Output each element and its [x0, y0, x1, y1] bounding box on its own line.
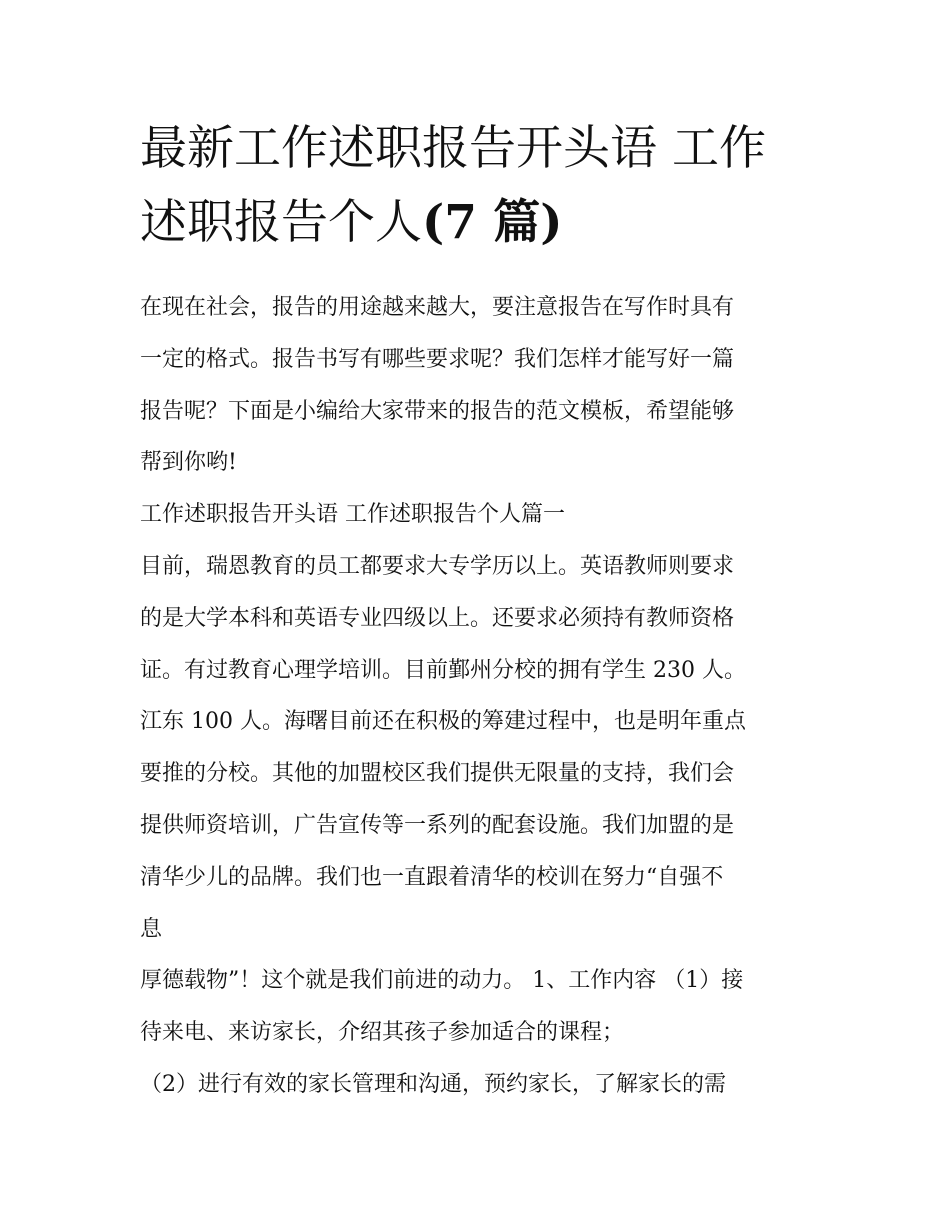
body-line: 目前，瑞恩教育的员工都要求大专学历以上。英语教师则要求 [140, 553, 735, 579]
body-line: 报告呢？下面是小编给大家带来的报告的范文模板，希望能够 [140, 398, 735, 424]
title-line-2-count: (7 篇) [422, 195, 563, 250]
title-line-2 [140, 186, 830, 260]
section-heading: 工作述职报告开头语 工作述职报告个人篇一 [140, 502, 565, 528]
document-title [140, 112, 830, 260]
document-body [140, 282, 830, 1111]
title-line-1: 最新工作述职报告开头语 工作 [140, 121, 766, 176]
body-line: 清华少儿的品牌。我们也一直跟着清华的校训在努力“自强不 [140, 864, 724, 890]
body-line: 帮到你哟! [140, 450, 237, 476]
body-line: 待来电、来访家长，介绍其孩子参加适合的课程； [140, 1020, 625, 1046]
body-line: 要推的分校。其他的加盟校区我们提供无限量的支持，我们会 [140, 761, 735, 787]
body-line: 证。有过教育心理学培训。目前鄞州分校的拥有学生 230 人。 [140, 657, 746, 683]
body-line: 江东 100 人。海曙目前还在积极的筹建过程中，也是明年重点 [140, 709, 746, 735]
body-line: 一定的格式。报告书写有哪些要求呢？我们怎样才能写好一篇 [140, 346, 735, 372]
body-line: （2）进行有效的家长管理和沟通，预约家长，了解家长的需 [140, 1071, 726, 1097]
body-line: 的是大学本科和英语专业四级以上。还要求必须持有教师资格 [140, 605, 735, 631]
title-line-2-text: 述职报告个人 [140, 195, 422, 250]
body-line: 息 [140, 916, 163, 942]
body-line: 提供师资培训，广告宣传等一系列的配套设施。我们加盟的是 [140, 812, 735, 838]
body-line: 厚德载物”！这个就是我们前进的动力。 1、工作内容 （1）接 [140, 968, 744, 994]
body-line: 在现在社会，报告的用途越来越大，要注意报告在写作时具有 [140, 295, 735, 320]
